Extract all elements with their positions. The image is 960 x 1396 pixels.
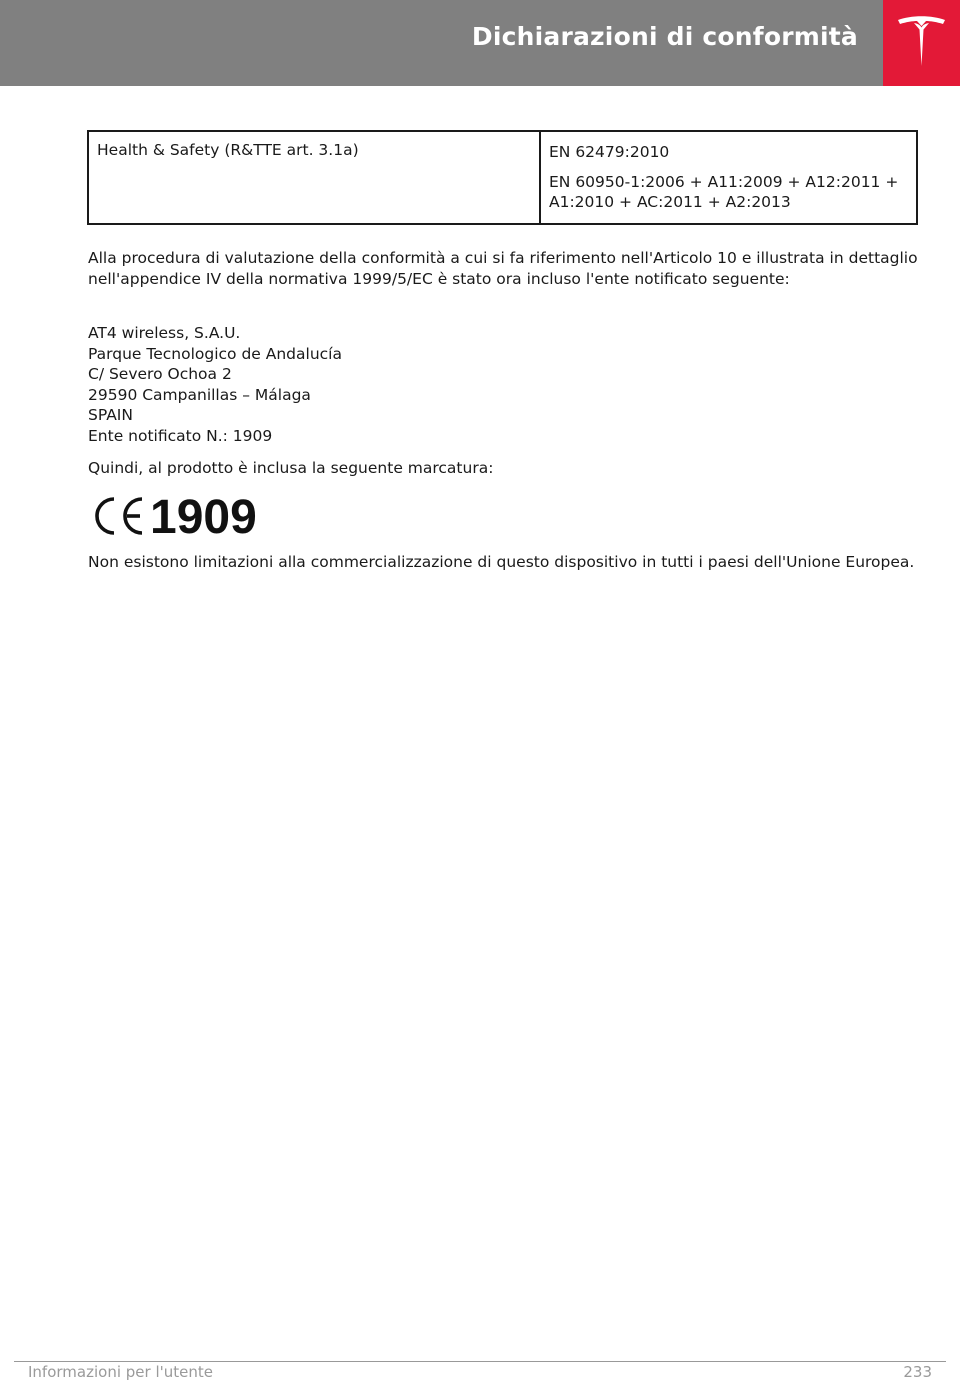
footer-divider <box>14 1361 946 1362</box>
footer-section-label: Informazioni per l'utente <box>28 1363 213 1381</box>
notified-body-address <box>88 323 918 446</box>
page-number: 233 <box>903 1363 932 1381</box>
address-line: AT4 wireless, S.A.U. <box>88 324 241 342</box>
table-cell-category: Health & Safety (R&TTE art. 3.1a) <box>88 131 540 224</box>
header-bar <box>0 0 960 86</box>
ce-mark-number: 1909 <box>150 491 257 540</box>
standard-item: EN 60950-1:2006 + A11:2009 + A12:2011 + A1:2010 + AC:2011 + A2:2013 <box>549 173 899 211</box>
address-line: 29590 Campanillas – Málaga <box>88 385 311 404</box>
address-line: Ente notificato N.: 1909 <box>88 426 273 445</box>
table-row <box>88 131 917 224</box>
standard-item: EN 62479:2010 <box>549 143 670 161</box>
page-title: Dichiarazioni di conformità <box>471 22 858 51</box>
address-line: Parque Tecnologico de Andalucía <box>88 344 342 363</box>
logo-box <box>883 0 960 86</box>
table-cell-standards <box>540 131 917 224</box>
paragraph-limitations: Non esistono limitazioni alla commercializzazione di questo dispositivo in tutti i paesi dell'Unione Europea. <box>88 553 915 571</box>
paragraph-marking: Quindi, al prodotto è inclusa la seguente marcatura: <box>88 459 494 477</box>
address-line: SPAIN <box>88 406 133 424</box>
paragraph-procedure: Alla procedura di valutazione della conformità a cui si fa riferimento nell'Articolo 10 e illustrata in dettaglio nell'appendice IV della normativa 1999/5/EC è stato ora incluso l'ente notificato seguente: <box>88 249 918 288</box>
tesla-logo-icon <box>895 14 948 68</box>
standards-table <box>87 130 918 225</box>
ce-mark-icon <box>88 490 268 540</box>
address-line: C/ Severo Ochoa 2 <box>88 365 232 383</box>
